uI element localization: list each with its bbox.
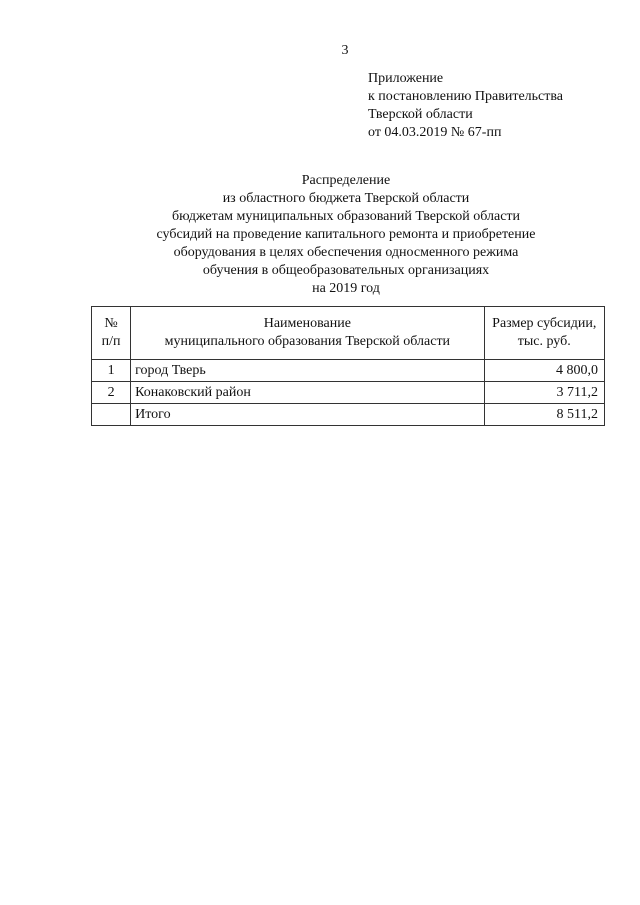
header-municipality — [131, 307, 484, 360]
header-amount-line: тыс. руб. — [517, 334, 571, 349]
heading-line: обучения в общеобразовательных организациях — [202, 263, 490, 278]
header-municipality-line: Наименование — [263, 316, 351, 331]
appendix-line: Приложение — [368, 71, 444, 86]
table-row — [92, 360, 605, 382]
subsidy-table — [91, 306, 605, 426]
header-amount-line: Размер субсидии, — [492, 316, 597, 331]
table-header-row — [92, 307, 605, 360]
header-number — [92, 307, 131, 360]
header-number-line: № — [104, 316, 118, 331]
heading-line: оборудования в целях обеспечения односменного режима — [173, 245, 519, 260]
table-row — [92, 382, 605, 404]
row-municipality: Итого — [131, 404, 484, 426]
row-municipality: Конаковский район — [131, 382, 484, 404]
heading-line: бюджетам муниципальных образований Тверской области — [171, 209, 521, 224]
appendix-line: от 04.03.2019 № 67-пп — [368, 125, 502, 140]
row-amount: 8 511,2 — [484, 404, 604, 426]
document-heading — [0, 172, 640, 298]
row-number: 1 — [92, 360, 131, 382]
row-number — [92, 404, 131, 426]
row-amount: 4 800,0 — [484, 360, 604, 382]
heading-line: Распределение — [301, 173, 391, 188]
row-municipality: город Тверь — [131, 360, 484, 382]
appendix-block — [368, 70, 563, 142]
row-number: 2 — [92, 382, 131, 404]
heading-line: субсидий на проведение капитального ремонта и приобретение — [156, 227, 536, 242]
header-municipality-line: муниципального образования Тверской области — [164, 334, 451, 349]
appendix-line: к постановлению Правительства — [368, 89, 564, 104]
table-total-row — [92, 404, 605, 426]
heading-line: из областного бюджета Тверской области — [222, 191, 470, 206]
header-amount — [484, 307, 604, 360]
heading-line: на 2019 год — [312, 281, 380, 296]
header-number-line: п/п — [101, 334, 121, 349]
page-number: 3 — [341, 43, 349, 58]
row-amount: 3 711,2 — [484, 382, 604, 404]
appendix-line: Тверской области — [368, 107, 473, 122]
